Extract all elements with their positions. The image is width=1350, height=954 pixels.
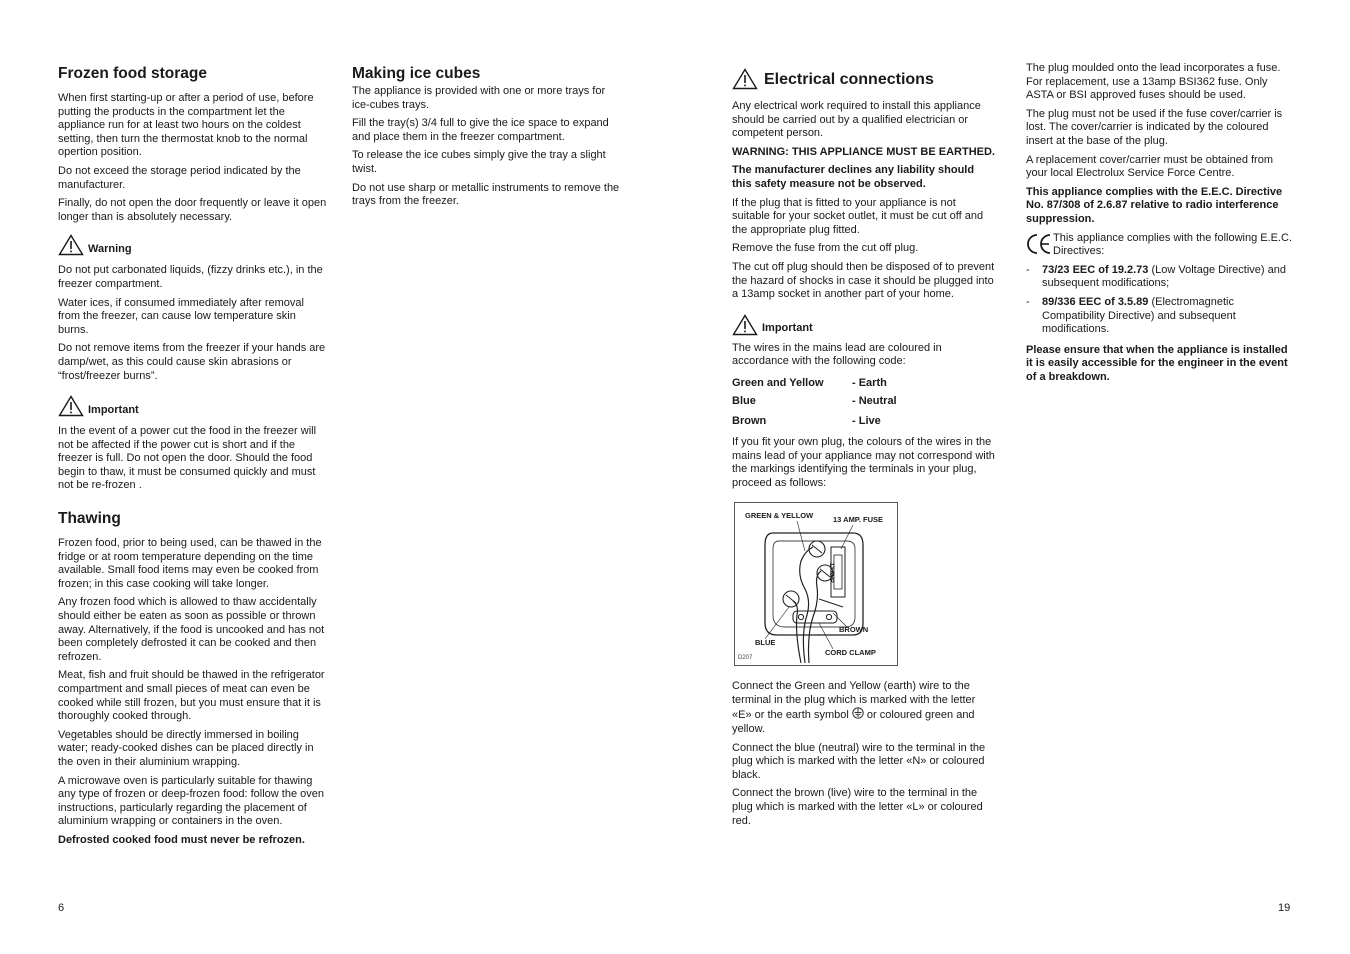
label-fuse-body: 13 AMP bbox=[828, 563, 834, 583]
thawing-paragraph: Any frozen food which is allowed to thaw accidentally should either be eaten as soon as possible or thrown away. Alternatively, if the food is uncooked and has not been completely defrosted it can be cooked and then refrozen. bbox=[58, 596, 325, 663]
wire-role: - Earth bbox=[852, 376, 887, 389]
warning-paragraph: Do not put carbonated liquids, (fizzy drinks etc.), in the freezer compartment. bbox=[58, 264, 323, 290]
ce-compliance bbox=[1026, 232, 1296, 259]
column-ice-cubes bbox=[352, 64, 624, 214]
wire-role: - Live bbox=[852, 414, 881, 427]
page-number-left: 6 bbox=[58, 902, 65, 914]
electrical-title: Electrical connections bbox=[764, 71, 934, 88]
ice-cubes-paragraph: To release the ice cubes simply give the tray a slight twist. bbox=[352, 149, 606, 175]
warning-paragraph: Water ices, if consumed immediately after removal from the freezer, can cause low temperature skin burns. bbox=[58, 296, 304, 336]
important-paragraph: In the event of a power cut the food in the freezer will not be affected if the power cut is short and if the freezer is full. Do not open the door. Should the food begin to thaw, it must be consumed quickly and must not be re-frozen . bbox=[58, 425, 317, 492]
important-paragraph: The wires in the mains lead are coloured in accordance with the following code: bbox=[732, 341, 942, 368]
label-blue: BLUE bbox=[755, 638, 776, 648]
warning-triangle-icon bbox=[58, 395, 84, 417]
warning-triangle-icon bbox=[732, 68, 758, 90]
warning-paragraph: Do not remove items from the freezer if your hands are damp/wet, as this could cause skin abrasions or “frost/freezer burns”. bbox=[58, 342, 326, 382]
ce-mark-icon bbox=[1026, 232, 1052, 256]
wire-row bbox=[732, 412, 996, 430]
thawing-paragraph: Frozen food, prior to being used, can be thawed in the fridge or at room temperature depending on the time available. Small food items may even be cooked from frozen; in this case cooking will take longer. bbox=[58, 537, 322, 590]
thawing-paragraph: Vegetables should be directly immersed in boiling water; ready-cooked dishes can be placed directly in the oven in their aluminium wrapping. bbox=[58, 728, 314, 768]
list-item bbox=[1026, 296, 1296, 337]
thawing-paragraph: Meat, fish and fruit should be thawed in the refrigerator compartment and small pieces of meat can even be cooked while still frozen, but you must ensure that it is thoroughly cooked through. bbox=[58, 669, 325, 723]
warning-triangle-icon bbox=[732, 314, 758, 336]
electrical-heading bbox=[732, 68, 996, 90]
wire-row bbox=[732, 374, 996, 392]
connect-earth-paragraph bbox=[732, 680, 996, 736]
plug-wiring-diagram bbox=[734, 502, 898, 666]
frozen-food-paragraph: Finally, do not open the door frequently or leave it open longer than is absolutely necessary. bbox=[58, 197, 327, 223]
important-label: Important bbox=[762, 322, 813, 335]
liability-notice: The manufacturer declines any liability should this safety measure not be observed. bbox=[732, 164, 975, 190]
column-frozen-food bbox=[58, 64, 328, 853]
eec-compliance-notice: This appliance complies with the E.E.C. Directive No. 87/308 of 2.6.87 relative to radio interference suppression. bbox=[1026, 185, 1283, 225]
ce-text: This appliance complies with the following E.E.C. Directives: bbox=[1053, 231, 1293, 258]
label-brown: BROWN bbox=[839, 625, 869, 635]
earthed-warning: WARNING: THIS APPLIANCE MUST BE EARTHED. bbox=[732, 145, 995, 158]
connect-neutral-paragraph: Connect the blue (neutral) wire to the terminal in the plug which is marked with the letter «N» or coloured black. bbox=[732, 741, 986, 781]
connect-earth-text: Connect the Green and Yellow (earth) wire to the terminal in the plug which is marked with the letter «E» or the earth symbol bbox=[732, 680, 976, 722]
ice-cubes-title: Making ice cubes bbox=[352, 65, 481, 82]
fuse-paragraph: The plug moulded onto the lead incorporates a fuse. For replacement, use a 13amp BSI362 fuse. Only ASTA or BSI approved fuses should be used. bbox=[1026, 62, 1281, 102]
directive-list bbox=[1026, 264, 1296, 337]
wire-role: - Neutral bbox=[852, 394, 897, 407]
electrical-paragraph: Any electrical work required to install this appliance should be carried out by a qualified electrician or competent person. bbox=[732, 100, 981, 140]
column-fuse-directives bbox=[1026, 62, 1296, 389]
important-paragraph: If you fit your own plug, the colours of the wires in the mains lead of your appliance may not correspond with the markings identifying the terminals in your plug, proceed as follows: bbox=[732, 435, 995, 489]
important-label: Important bbox=[88, 403, 139, 416]
wire-colour: Brown bbox=[732, 414, 767, 427]
wire-colour: Blue bbox=[732, 394, 756, 407]
label-cord-clamp: CORD CLAMP bbox=[825, 648, 876, 658]
label-fuse: 13 AMP. FUSE bbox=[833, 515, 884, 525]
ice-cubes-paragraph: Do not use sharp or metallic instruments to remove the trays from the freezer. bbox=[352, 181, 620, 208]
ice-cubes-paragraph: Fill the tray(s) 3/4 full to give the ice space to expand and place them in the freezer compartment. bbox=[352, 117, 609, 143]
warning-heading bbox=[58, 234, 328, 256]
accessibility-notice: Please ensure that when the appliance is installed it is easily accessible for the engineer in the event of a breakdown. bbox=[1026, 343, 1288, 383]
ice-cubes-paragraph: The appliance is provided with one or more trays for ice-cubes trays. bbox=[352, 85, 606, 111]
frozen-food-paragraph: When first starting-up or after a period of use, before putting the products in the compartment let the appliance run for at least two hours on the coldest setting, then turn the thermostat knob to the normal opertion position. bbox=[58, 92, 314, 159]
electrical-paragraph: The cut off plug should then be disposed of to prevent the hazard of shocks in case it should be plugged into a 13amp socket in another part of your home. bbox=[732, 260, 995, 301]
important-heading bbox=[732, 314, 996, 336]
connect-live-paragraph: Connect the brown (live) wire to the terminal in the plug which is marked with the letter «L» or coloured red. bbox=[732, 787, 983, 827]
fuse-paragraph: The plug must not be used if the fuse cover/carrier is lost. The cover/carrier is indicated by the coloured insert at the base of the plug. bbox=[1026, 107, 1283, 147]
frozen-food-title: Frozen food storage bbox=[58, 65, 207, 82]
thawing-warning: Defrosted cooked food must never be refrozen. bbox=[58, 833, 305, 846]
electrical-paragraph: If the plug that is fitted to your appliance is not suitable for your socket outlet, it must be cut off and the appropriate plug fitted. bbox=[732, 196, 984, 236]
thawing-paragraph: A microwave oven is particularly suitable for thawing any type of frozen or deep-frozen food: follow the oven instructions, particularly regarding the placement of aluminium wrapping or containers in the oven. bbox=[58, 774, 324, 828]
warning-label: Warning bbox=[88, 242, 132, 255]
directive-description: (Electromagnetic Compatibility Directive) and subsequent modifications. bbox=[1042, 295, 1236, 336]
wire-row bbox=[732, 392, 996, 410]
wire-colour: Green and Yellow bbox=[732, 376, 824, 389]
directive-description: (Low Voltage Directive) and subsequent modifications; bbox=[1042, 263, 1286, 290]
thawing-title: Thawing bbox=[58, 510, 121, 528]
fuse-paragraph: A replacement cover/carrier must be obtained from your local Electrolux Service Force Centre. bbox=[1026, 153, 1274, 180]
important-heading bbox=[58, 395, 328, 417]
directive-code: 89/336 EEC of 3.5.89 bbox=[1042, 295, 1149, 308]
warning-triangle-icon bbox=[58, 234, 84, 256]
earth-symbol-icon bbox=[852, 707, 864, 719]
page-number-right: 19 bbox=[1278, 902, 1291, 914]
wire-colour-table bbox=[732, 374, 996, 430]
directive-code: 73/23 EEC of 19.2.73 bbox=[1042, 263, 1149, 276]
column-electrical bbox=[732, 64, 996, 833]
electrical-paragraph: Remove the fuse from the cut off plug. bbox=[732, 242, 919, 255]
diagram-code: D207 bbox=[738, 655, 753, 662]
frozen-food-paragraph: Do not exceed the storage period indicated by the manufacturer. bbox=[58, 164, 301, 191]
label-green-yellow: GREEN & YELLOW bbox=[745, 511, 814, 521]
connect-earth-text-end: or coloured green and yellow. bbox=[732, 709, 975, 736]
list-item bbox=[1026, 264, 1296, 291]
